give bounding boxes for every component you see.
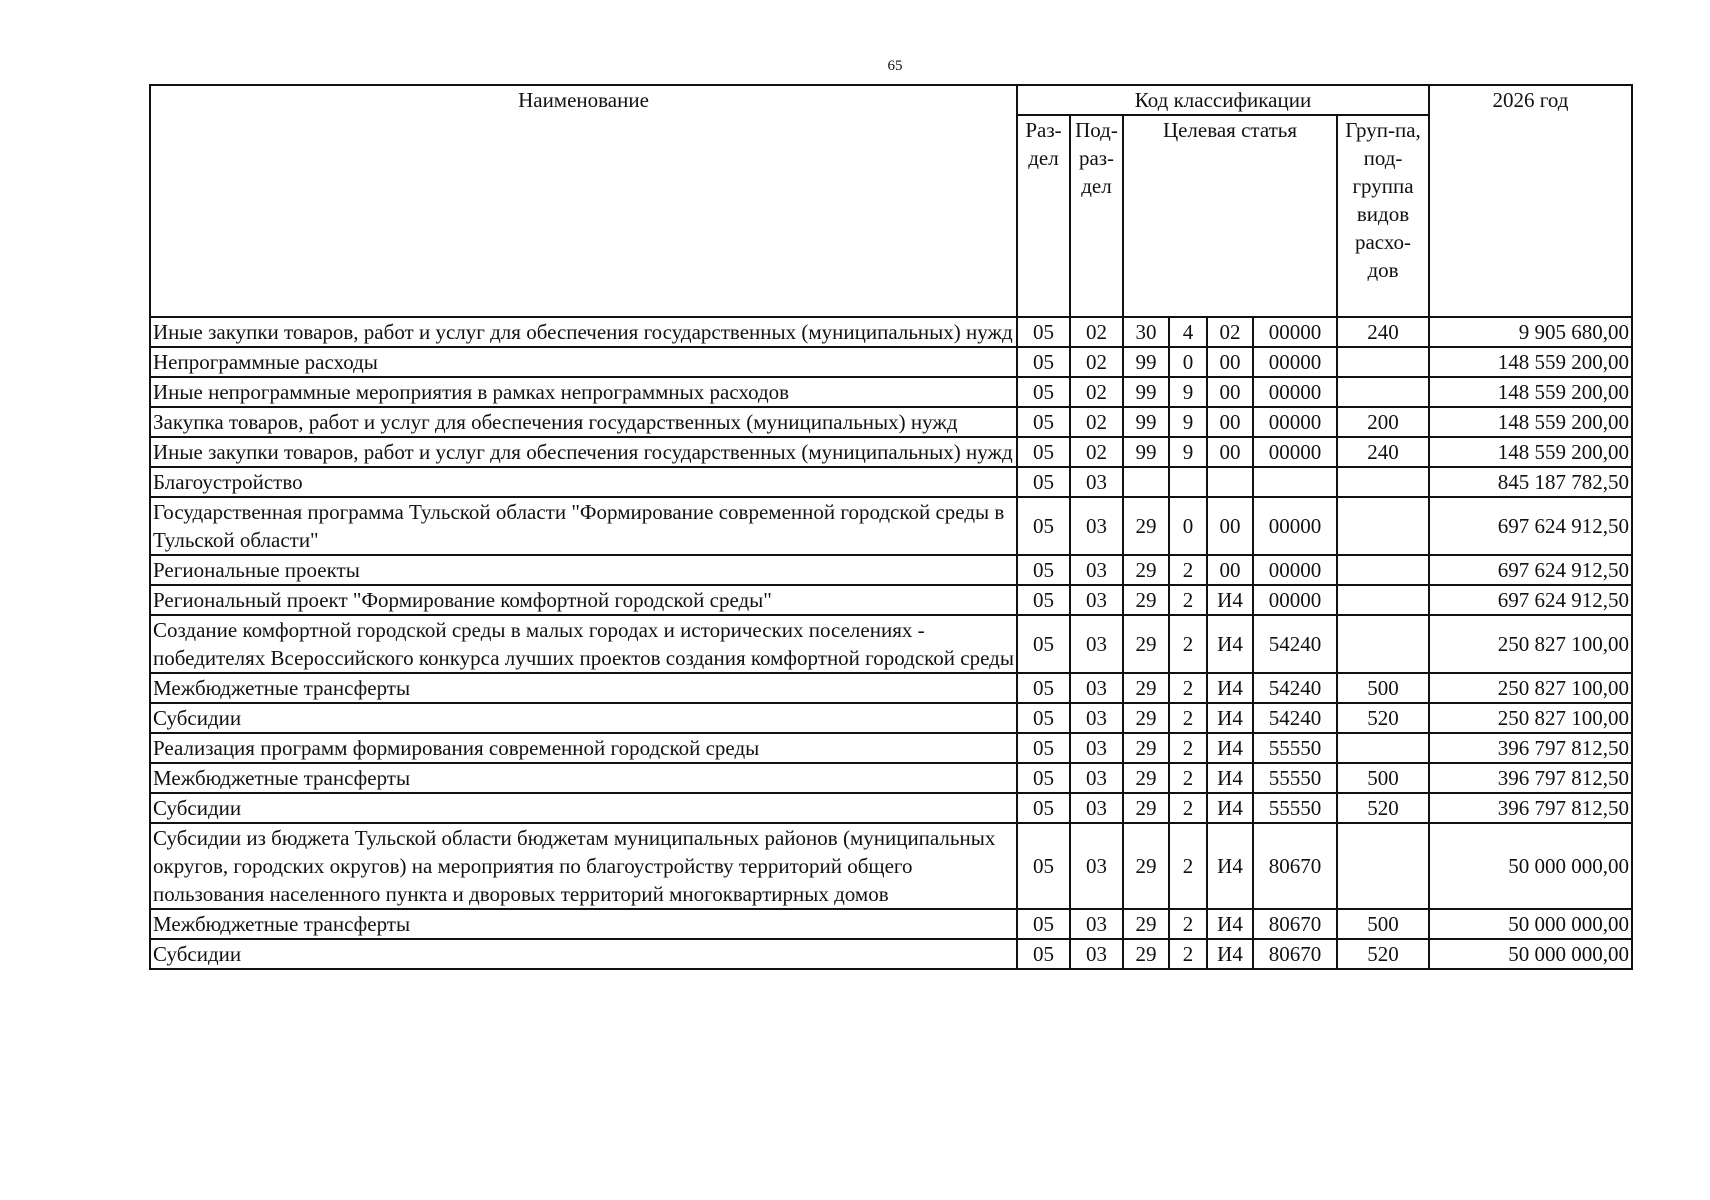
row-event: И4 — [1207, 733, 1253, 763]
row-event: 00 — [1207, 437, 1253, 467]
row-subprogram: 9 — [1169, 377, 1207, 407]
row-direction: 00000 — [1253, 555, 1337, 585]
row-direction: 00000 — [1253, 347, 1337, 377]
row-expense-group — [1337, 823, 1429, 909]
row-subprogram: 9 — [1169, 437, 1207, 467]
row-subsection: 02 — [1070, 347, 1123, 377]
row-expense-group: 500 — [1337, 673, 1429, 703]
table-row — [150, 347, 1632, 377]
header-name: Наименование — [150, 85, 1017, 317]
row-section: 05 — [1017, 497, 1070, 555]
table-row — [150, 909, 1632, 939]
row-amount: 697 624 912,50 — [1429, 555, 1632, 585]
row-direction: 80670 — [1253, 823, 1337, 909]
row-program: 29 — [1123, 733, 1169, 763]
row-subsection: 03 — [1070, 467, 1123, 497]
row-subprogram: 2 — [1169, 763, 1207, 793]
header-subsection: Под-раз-дел — [1070, 115, 1123, 317]
row-name: Региональный проект "Формирование комфортной городской среды" — [150, 585, 1017, 615]
row-direction: 54240 — [1253, 703, 1337, 733]
row-direction: 00000 — [1253, 497, 1337, 555]
header-classification: Код классификации — [1017, 85, 1429, 115]
row-name: Благоустройство — [150, 467, 1017, 497]
row-event: И4 — [1207, 793, 1253, 823]
row-program: 30 — [1123, 317, 1169, 347]
row-name: Иные закупки товаров, работ и услуг для обеспечения государственных (муниципальных) нужд — [150, 317, 1017, 347]
row-event: И4 — [1207, 703, 1253, 733]
row-name: Субсидии — [150, 703, 1017, 733]
row-amount: 50 000 000,00 — [1429, 939, 1632, 969]
table-row — [150, 437, 1632, 467]
row-subprogram: 0 — [1169, 497, 1207, 555]
row-event: 00 — [1207, 407, 1253, 437]
header-expense-group: Груп-па, под-группа видов расхо-дов — [1337, 115, 1429, 317]
row-section: 05 — [1017, 555, 1070, 585]
row-program: 99 — [1123, 377, 1169, 407]
row-program — [1123, 467, 1169, 497]
row-expense-group — [1337, 733, 1429, 763]
table-row — [150, 823, 1632, 909]
row-subsection: 03 — [1070, 703, 1123, 733]
row-amount: 250 827 100,00 — [1429, 615, 1632, 673]
row-event: 00 — [1207, 377, 1253, 407]
table-row — [150, 939, 1632, 969]
row-expense-group — [1337, 377, 1429, 407]
row-amount: 148 559 200,00 — [1429, 407, 1632, 437]
row-event: 02 — [1207, 317, 1253, 347]
table-row — [150, 407, 1632, 437]
row-subprogram: 2 — [1169, 703, 1207, 733]
row-subprogram: 2 — [1169, 823, 1207, 909]
row-event: И4 — [1207, 763, 1253, 793]
row-direction: 80670 — [1253, 909, 1337, 939]
header-target-article: Целевая статья — [1123, 115, 1337, 317]
row-direction: 55550 — [1253, 793, 1337, 823]
row-subsection: 03 — [1070, 909, 1123, 939]
row-expense-group: 500 — [1337, 763, 1429, 793]
table-row — [150, 497, 1632, 555]
row-expense-group — [1337, 347, 1429, 377]
header-year: 2026 год — [1429, 85, 1632, 317]
row-subsection: 03 — [1070, 555, 1123, 585]
row-subsection: 02 — [1070, 407, 1123, 437]
table-row — [150, 793, 1632, 823]
row-program: 29 — [1123, 939, 1169, 969]
row-direction: 00000 — [1253, 377, 1337, 407]
row-section: 05 — [1017, 377, 1070, 407]
header-row-1 — [150, 85, 1632, 115]
row-direction: 00000 — [1253, 317, 1337, 347]
row-subsection: 03 — [1070, 763, 1123, 793]
row-direction — [1253, 467, 1337, 497]
row-expense-group: 520 — [1337, 703, 1429, 733]
row-amount: 697 624 912,50 — [1429, 497, 1632, 555]
row-name: Межбюджетные трансферты — [150, 909, 1017, 939]
row-program: 29 — [1123, 793, 1169, 823]
row-expense-group: 240 — [1337, 437, 1429, 467]
row-expense-group — [1337, 615, 1429, 673]
row-direction: 54240 — [1253, 673, 1337, 703]
row-amount: 396 797 812,50 — [1429, 733, 1632, 763]
row-subprogram: 9 — [1169, 407, 1207, 437]
row-expense-group — [1337, 467, 1429, 497]
row-amount: 396 797 812,50 — [1429, 763, 1632, 793]
row-subsection: 02 — [1070, 377, 1123, 407]
row-direction: 00000 — [1253, 407, 1337, 437]
row-expense-group: 200 — [1337, 407, 1429, 437]
page-number: 65 — [887, 58, 903, 74]
row-subsection: 03 — [1070, 585, 1123, 615]
row-event: И4 — [1207, 673, 1253, 703]
row-section: 05 — [1017, 673, 1070, 703]
table-row — [150, 673, 1632, 703]
row-expense-group: 240 — [1337, 317, 1429, 347]
budget-table — [149, 84, 1633, 970]
row-expense-group: 500 — [1337, 909, 1429, 939]
row-amount: 148 559 200,00 — [1429, 347, 1632, 377]
row-program: 29 — [1123, 703, 1169, 733]
row-amount: 697 624 912,50 — [1429, 585, 1632, 615]
row-section: 05 — [1017, 733, 1070, 763]
table-row — [150, 733, 1632, 763]
table-row — [150, 377, 1632, 407]
row-amount: 148 559 200,00 — [1429, 377, 1632, 407]
row-section: 05 — [1017, 615, 1070, 673]
row-amount: 9 905 680,00 — [1429, 317, 1632, 347]
row-subprogram: 0 — [1169, 347, 1207, 377]
row-section: 05 — [1017, 939, 1070, 969]
row-name: Государственная программа Тульской области "Формирование современной городской среды в Тульской области" — [150, 497, 1017, 555]
row-subsection: 03 — [1070, 733, 1123, 763]
row-direction: 55550 — [1253, 763, 1337, 793]
row-section: 05 — [1017, 347, 1070, 377]
row-program: 29 — [1123, 615, 1169, 673]
row-subprogram — [1169, 467, 1207, 497]
row-subprogram: 2 — [1169, 793, 1207, 823]
row-name: Создание комфортной городской среды в малых городах и исторических поселениях - победителях Всероссийского конкурса лучших проектов создания комфортной городской среды — [150, 615, 1017, 673]
row-subprogram: 4 — [1169, 317, 1207, 347]
row-event: 00 — [1207, 347, 1253, 377]
row-subprogram: 2 — [1169, 585, 1207, 615]
row-subsection: 03 — [1070, 939, 1123, 969]
row-event: И4 — [1207, 939, 1253, 969]
row-name: Субсидии — [150, 939, 1017, 969]
row-program: 29 — [1123, 823, 1169, 909]
row-subprogram: 2 — [1169, 555, 1207, 585]
table-row — [150, 467, 1632, 497]
table-row — [150, 585, 1632, 615]
row-program: 29 — [1123, 909, 1169, 939]
row-section: 05 — [1017, 909, 1070, 939]
row-name: Непрограммные расходы — [150, 347, 1017, 377]
table-row — [150, 317, 1632, 347]
row-subprogram: 2 — [1169, 939, 1207, 969]
row-subprogram: 2 — [1169, 615, 1207, 673]
row-subsection: 03 — [1070, 497, 1123, 555]
row-program: 29 — [1123, 763, 1169, 793]
row-event: И4 — [1207, 909, 1253, 939]
row-amount: 250 827 100,00 — [1429, 703, 1632, 733]
row-subprogram: 2 — [1169, 673, 1207, 703]
row-direction: 80670 — [1253, 939, 1337, 969]
table-row — [150, 615, 1632, 673]
row-amount: 845 187 782,50 — [1429, 467, 1632, 497]
row-program: 29 — [1123, 555, 1169, 585]
row-amount: 50 000 000,00 — [1429, 823, 1632, 909]
row-subsection: 02 — [1070, 317, 1123, 347]
row-event: 00 — [1207, 555, 1253, 585]
row-section: 05 — [1017, 793, 1070, 823]
table-row — [150, 555, 1632, 585]
row-expense-group — [1337, 585, 1429, 615]
table-row — [150, 763, 1632, 793]
row-name: Субсидии — [150, 793, 1017, 823]
row-name: Закупка товаров, работ и услуг для обеспечения государственных (муниципальных) нужд — [150, 407, 1017, 437]
row-name: Межбюджетные трансферты — [150, 673, 1017, 703]
row-direction: 55550 — [1253, 733, 1337, 763]
row-program: 99 — [1123, 437, 1169, 467]
row-name: Иные непрограммные мероприятия в рамках непрограммных расходов — [150, 377, 1017, 407]
row-subprogram: 2 — [1169, 909, 1207, 939]
table-body — [150, 317, 1632, 969]
row-amount: 396 797 812,50 — [1429, 793, 1632, 823]
row-event: И4 — [1207, 615, 1253, 673]
row-program: 99 — [1123, 407, 1169, 437]
row-event: И4 — [1207, 585, 1253, 615]
row-subsection: 03 — [1070, 823, 1123, 909]
row-name: Региональные проекты — [150, 555, 1017, 585]
header-section: Раз-дел — [1017, 115, 1070, 317]
row-amount: 250 827 100,00 — [1429, 673, 1632, 703]
row-expense-group — [1337, 497, 1429, 555]
row-section: 05 — [1017, 703, 1070, 733]
row-amount: 148 559 200,00 — [1429, 437, 1632, 467]
row-expense-group: 520 — [1337, 793, 1429, 823]
row-subsection: 03 — [1070, 793, 1123, 823]
row-subsection: 02 — [1070, 437, 1123, 467]
row-section: 05 — [1017, 763, 1070, 793]
row-section: 05 — [1017, 823, 1070, 909]
row-section: 05 — [1017, 467, 1070, 497]
row-event: И4 — [1207, 823, 1253, 909]
row-event: 00 — [1207, 497, 1253, 555]
row-direction: 54240 — [1253, 615, 1337, 673]
row-section: 05 — [1017, 437, 1070, 467]
row-expense-group: 520 — [1337, 939, 1429, 969]
row-name: Реализация программ формирования современной городской среды — [150, 733, 1017, 763]
row-event — [1207, 467, 1253, 497]
row-subprogram: 2 — [1169, 733, 1207, 763]
row-section: 05 — [1017, 407, 1070, 437]
row-program: 29 — [1123, 673, 1169, 703]
row-direction: 00000 — [1253, 585, 1337, 615]
row-name: Субсидии из бюджета Тульской области бюджетам муниципальных районов (муниципальных округов, городских округов) на мероприятия по благоустройству территорий общего пользования населенного пункта и дворовых территорий многоквартирных домов — [150, 823, 1017, 909]
table-row — [150, 703, 1632, 733]
row-direction: 00000 — [1253, 437, 1337, 467]
row-program: 29 — [1123, 497, 1169, 555]
row-name: Иные закупки товаров, работ и услуг для обеспечения государственных (муниципальных) нужд — [150, 437, 1017, 467]
row-name: Межбюджетные трансферты — [150, 763, 1017, 793]
row-subsection: 03 — [1070, 673, 1123, 703]
row-section: 05 — [1017, 585, 1070, 615]
row-amount: 50 000 000,00 — [1429, 909, 1632, 939]
row-subsection: 03 — [1070, 615, 1123, 673]
row-section: 05 — [1017, 317, 1070, 347]
row-program: 29 — [1123, 585, 1169, 615]
row-expense-group — [1337, 555, 1429, 585]
row-program: 99 — [1123, 347, 1169, 377]
